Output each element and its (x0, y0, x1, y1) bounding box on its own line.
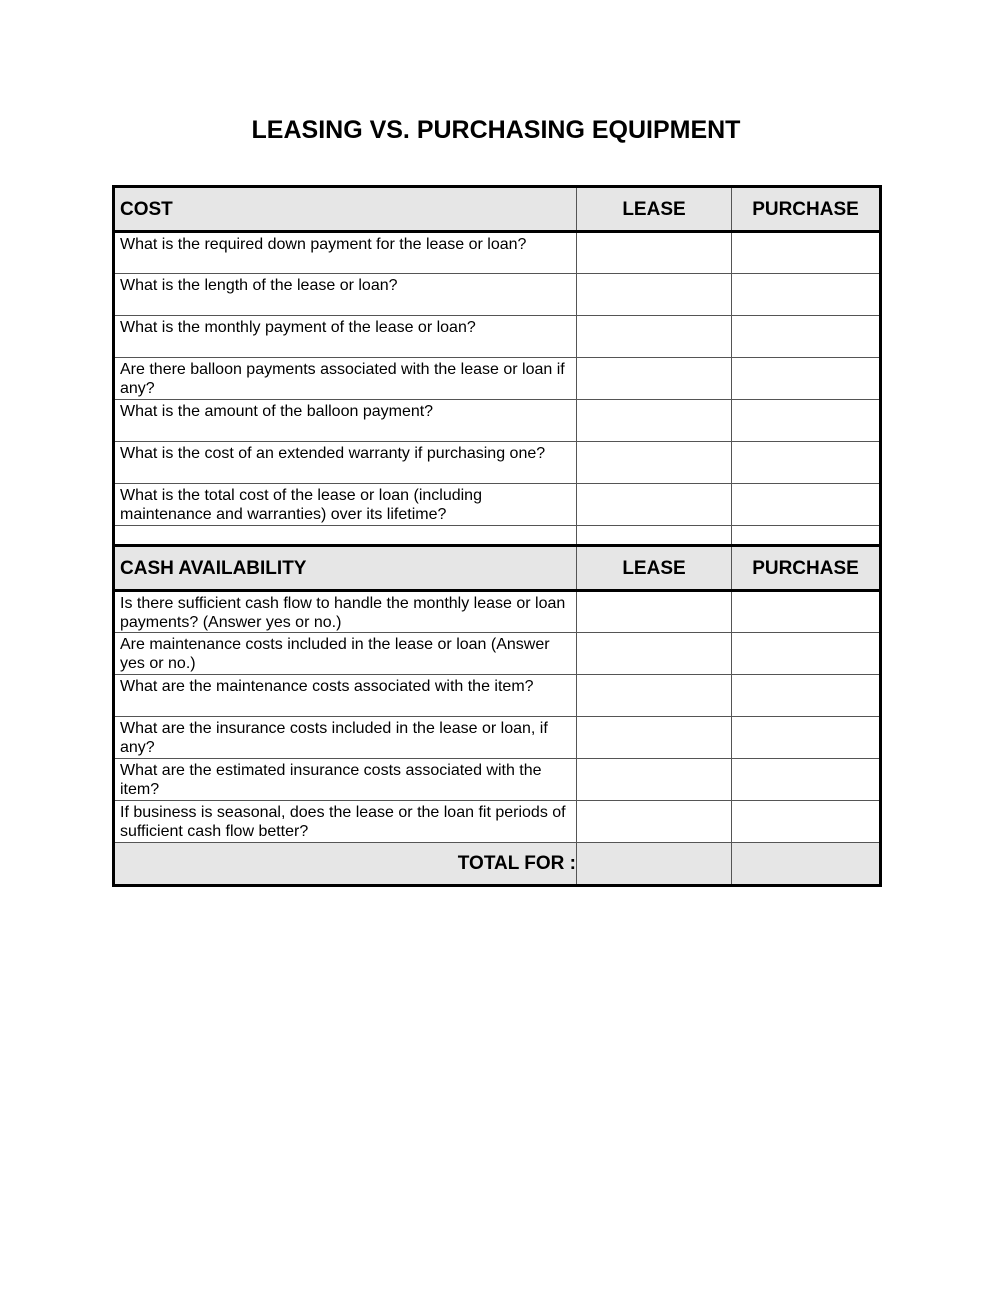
table-row (114, 633, 881, 675)
purchase-answer-cell[interactable] (732, 591, 881, 633)
column-header-lease: LEASE (577, 187, 732, 232)
lease-answer-cell[interactable] (577, 717, 732, 759)
question-cell (114, 526, 577, 546)
column-header-purchase: PURCHASE (732, 187, 881, 232)
table-row (114, 484, 881, 526)
table-row (114, 274, 881, 316)
question-cell: What is the monthly payment of the lease or loan? (114, 316, 577, 358)
lease-answer-cell[interactable] (577, 801, 732, 843)
question-cell: What are the maintenance costs associated with the item? (114, 675, 577, 717)
question-cell: Are there balloon payments associated with the lease or loan if any? (114, 358, 577, 400)
lease-total-cell[interactable] (577, 843, 732, 886)
total-label: TOTAL FOR : (114, 843, 577, 886)
table-row (114, 400, 881, 442)
purchase-answer-cell[interactable] (732, 442, 881, 484)
section-header-cash-availability (114, 546, 881, 591)
question-cell: What is the length of the lease or loan? (114, 274, 577, 316)
question-cell: What are the insurance costs included in the lease or loan, if any? (114, 717, 577, 759)
purchase-answer-cell[interactable] (732, 274, 881, 316)
table-row (114, 591, 881, 633)
lease-answer-cell[interactable] (577, 400, 732, 442)
purchase-answer-cell[interactable] (732, 633, 881, 675)
question-cell: What is the amount of the balloon payment? (114, 400, 577, 442)
table-row-blank (114, 526, 881, 546)
lease-answer-cell[interactable] (577, 759, 732, 801)
question-cell: What is the required down payment for the lease or loan? (114, 232, 577, 274)
leasing-vs-purchasing-table (112, 185, 882, 887)
purchase-answer-cell[interactable] (732, 675, 881, 717)
purchase-answer-cell[interactable] (732, 526, 881, 546)
lease-answer-cell[interactable] (577, 274, 732, 316)
table-row (114, 801, 881, 843)
purchase-answer-cell[interactable] (732, 316, 881, 358)
lease-answer-cell[interactable] (577, 442, 732, 484)
section-header-cost (114, 187, 881, 232)
document-title: LEASING VS. PURCHASING EQUIPMENT (251, 116, 741, 144)
question-cell: If business is seasonal, does the lease or the loan fit periods of sufficient cash flow better? (114, 801, 577, 843)
question-cell: What is the cost of an extended warranty if purchasing one? (114, 442, 577, 484)
lease-answer-cell[interactable] (577, 316, 732, 358)
purchase-answer-cell[interactable] (732, 400, 881, 442)
section-heading: COST (114, 187, 577, 232)
question-cell: Are maintenance costs included in the lease or loan (Answer yes or no.) (114, 633, 577, 675)
lease-answer-cell[interactable] (577, 675, 732, 717)
table-row (114, 675, 881, 717)
table-row (114, 358, 881, 400)
table-row (114, 717, 881, 759)
purchase-total-cell[interactable] (732, 843, 881, 886)
column-header-lease: LEASE (577, 546, 732, 591)
lease-answer-cell[interactable] (577, 591, 732, 633)
purchase-answer-cell[interactable] (732, 801, 881, 843)
table-row (114, 442, 881, 484)
table-row (114, 232, 881, 274)
purchase-answer-cell[interactable] (732, 232, 881, 274)
question-cell: Is there sufficient cash flow to handle the monthly lease or loan payments? (Answer yes or no.) (114, 591, 577, 633)
purchase-answer-cell[interactable] (732, 358, 881, 400)
purchase-answer-cell[interactable] (732, 484, 881, 526)
purchase-answer-cell[interactable] (732, 717, 881, 759)
lease-answer-cell[interactable] (577, 358, 732, 400)
lease-answer-cell[interactable] (577, 484, 732, 526)
lease-answer-cell[interactable] (577, 232, 732, 274)
lease-answer-cell[interactable] (577, 526, 732, 546)
section-heading: CASH AVAILABILITY (114, 546, 577, 591)
question-cell: What are the estimated insurance costs associated with the item? (114, 759, 577, 801)
column-header-purchase: PURCHASE (732, 546, 881, 591)
table-row (114, 759, 881, 801)
table-row (114, 316, 881, 358)
question-cell: What is the total cost of the lease or loan (including maintenance and warranties) over its lifetime? (114, 484, 577, 526)
lease-answer-cell[interactable] (577, 633, 732, 675)
total-row (114, 843, 881, 886)
purchase-answer-cell[interactable] (732, 759, 881, 801)
